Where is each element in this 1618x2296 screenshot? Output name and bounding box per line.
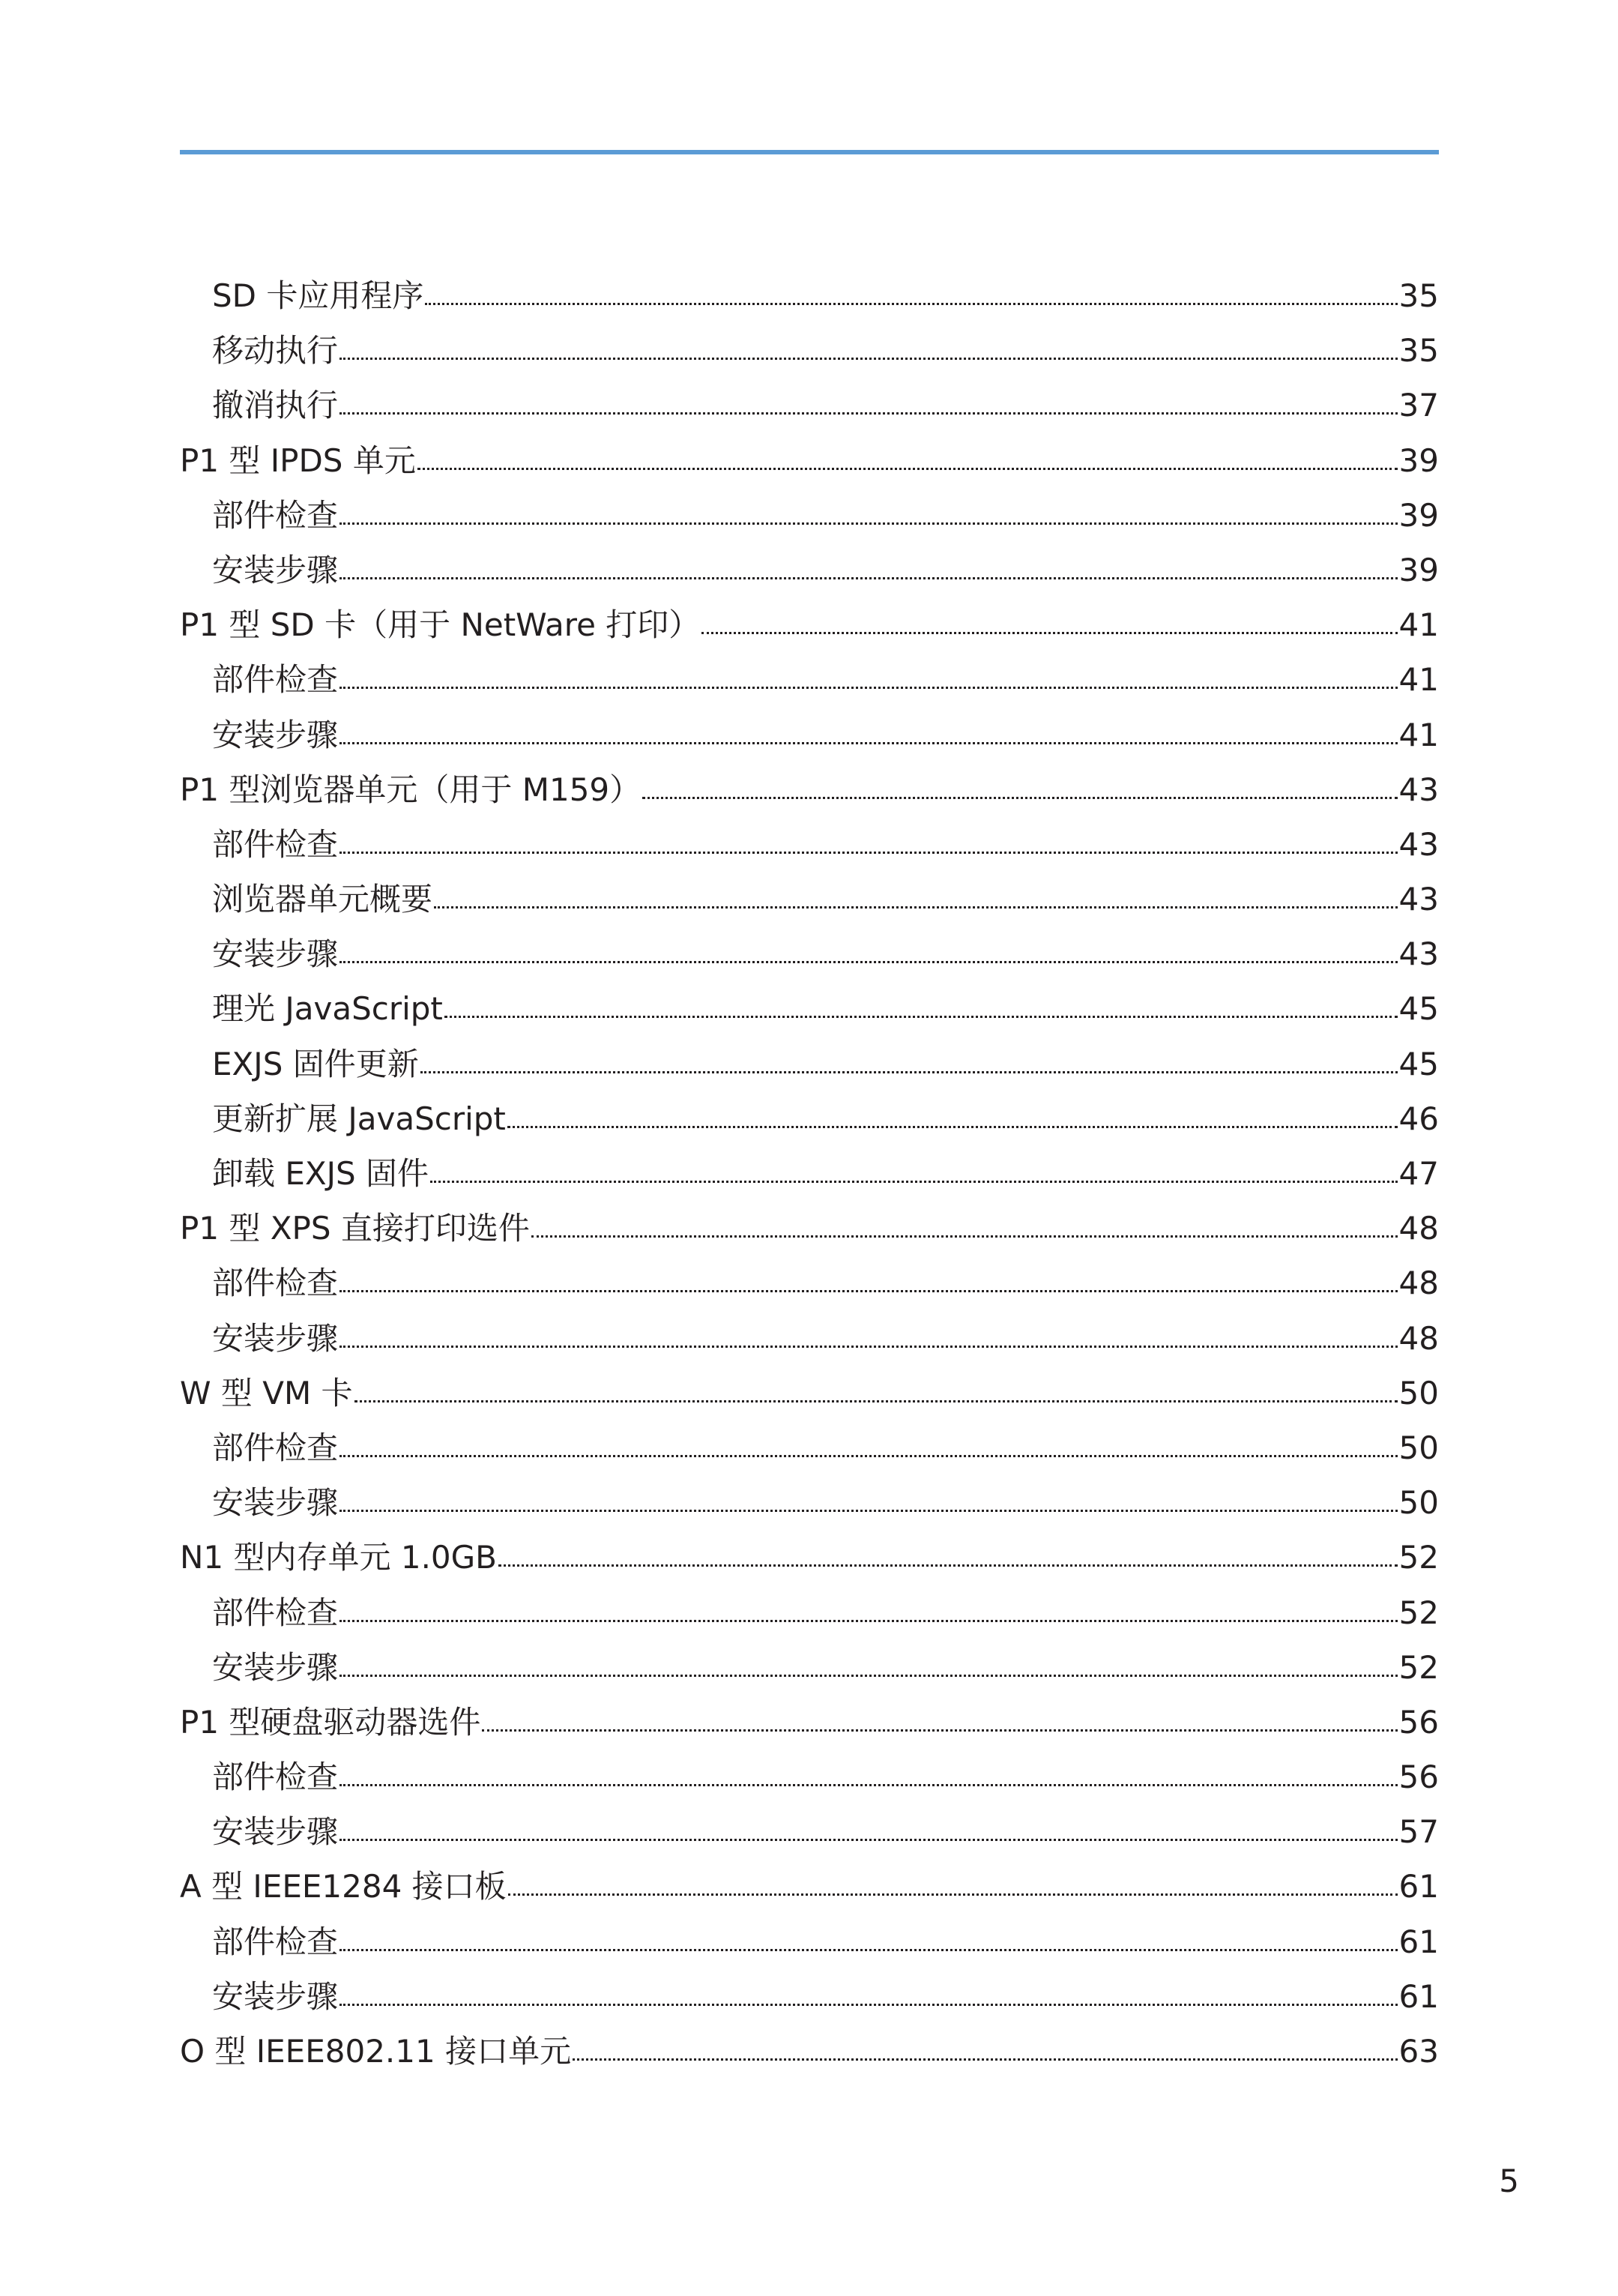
toc-entry[interactable] xyxy=(180,488,1439,543)
toc-dot-leader xyxy=(434,906,1398,909)
toc-entry-page: 61 xyxy=(1398,1977,1439,2015)
toc-entry-page: 39 xyxy=(1398,442,1439,479)
toc-entry[interactable] xyxy=(180,323,1439,378)
toc-entry-page: 43 xyxy=(1398,771,1439,808)
toc-entry-title: 部件检查 xyxy=(212,1265,339,1302)
toc-entry-page: 61 xyxy=(1398,1923,1439,1960)
toc-entry[interactable] xyxy=(180,762,1439,817)
toc-dot-leader xyxy=(339,961,1398,963)
toc-entry-page: 50 xyxy=(1398,1429,1439,1466)
toc-entry-title: 安装步骤 xyxy=(212,1648,339,1686)
toc-dot-leader xyxy=(339,1839,1398,1841)
toc-entry[interactable] xyxy=(180,1475,1439,1530)
toc-entry[interactable] xyxy=(180,652,1439,707)
toc-dot-leader xyxy=(339,1455,1398,1457)
toc-entry-title: 安装步骤 xyxy=(212,935,339,973)
toc-entry[interactable] xyxy=(180,268,1439,323)
toc-entry-page: 39 xyxy=(1398,496,1439,534)
toc-entry-page: 41 xyxy=(1398,661,1439,699)
toc-entry-title: 更新扩展 JavaScript xyxy=(212,1100,506,1137)
toc-entry-page: 47 xyxy=(1398,1155,1439,1192)
toc-entry-page: 48 xyxy=(1398,1265,1439,1302)
toc-entry-title: 安装步骤 xyxy=(212,1977,339,2015)
toc-dot-leader xyxy=(339,742,1398,744)
toc-entry-title: 浏览器单元概要 xyxy=(212,881,433,918)
toc-entry-page: 48 xyxy=(1398,1210,1439,1247)
toc-dot-leader xyxy=(339,412,1398,415)
toc-entry-title: 部件检查 xyxy=(212,1923,339,1960)
toc-entry-title: N1 型内存单元 1.0GB xyxy=(180,1539,497,1576)
toc-dot-leader xyxy=(642,797,1397,799)
toc-dot-leader xyxy=(531,1235,1398,1238)
toc-entry-title: 安装步骤 xyxy=(212,551,339,588)
toc-entry-title: 安装步骤 xyxy=(212,716,339,753)
toc-entry-title: P1 型 IPDS 单元 xyxy=(180,442,416,479)
toc-entry-title: 安装步骤 xyxy=(212,1319,339,1357)
toc-dot-leader xyxy=(425,303,1397,305)
toc-entry-page: 48 xyxy=(1398,1319,1439,1357)
toc-entry-title: 部件检查 xyxy=(212,1594,339,1631)
toc-dot-leader xyxy=(339,1346,1398,1348)
toc-dot-leader xyxy=(339,2004,1398,2006)
toc-dot-leader xyxy=(339,1620,1398,1622)
toc-entry-title: 卸载 EXJS 固件 xyxy=(212,1155,429,1192)
toc-entry-page: 63 xyxy=(1398,2033,1439,2070)
toc-entry-page: 52 xyxy=(1398,1594,1439,1631)
toc-dot-leader xyxy=(339,1510,1398,1512)
toc-entry[interactable] xyxy=(180,1695,1439,1750)
toc-entry-page: 41 xyxy=(1398,716,1439,753)
toc-entry[interactable] xyxy=(180,1037,1439,1091)
toc-dot-leader xyxy=(420,1071,1398,1073)
toc-entry-page: 46 xyxy=(1398,1100,1439,1137)
toc-entry-page: 61 xyxy=(1398,1868,1439,1905)
toc-entry-title: W 型 VM 卡 xyxy=(180,1374,353,1411)
toc-entry-title: P1 型浏览器单元（用于 M159） xyxy=(180,771,642,808)
toc-entry-title: EXJS 固件更新 xyxy=(212,1045,419,1082)
toc-entry-title: 部件检查 xyxy=(212,661,339,699)
toc-dot-leader xyxy=(498,1564,1398,1567)
toc-entry-title: 理光 JavaScript xyxy=(212,990,443,1028)
toc-entry-title: 部件检查 xyxy=(212,825,339,863)
toc-entry-page: 52 xyxy=(1398,1539,1439,1576)
toc-entry-page: 56 xyxy=(1398,1703,1439,1741)
toc-entry-page: 43 xyxy=(1398,825,1439,863)
toc-entry-page: 50 xyxy=(1398,1374,1439,1411)
toc-dot-leader xyxy=(339,577,1398,579)
toc-entry[interactable] xyxy=(180,1914,1439,1969)
toc-entry[interactable] xyxy=(180,1311,1439,1366)
toc-entry-page: 43 xyxy=(1398,935,1439,973)
toc-entry-title: P1 型 XPS 直接打印选件 xyxy=(180,1210,530,1247)
toc-dot-leader xyxy=(339,1675,1398,1677)
toc-entry[interactable] xyxy=(180,1146,1439,1201)
toc-entry-title: P1 型硬盘驱动器选件 xyxy=(180,1703,481,1741)
toc-entry-page: 50 xyxy=(1398,1484,1439,1522)
toc-entry[interactable] xyxy=(180,378,1439,433)
toc-entry-page: 56 xyxy=(1398,1759,1439,1796)
toc-entry-page: 43 xyxy=(1398,881,1439,918)
toc-entry-title: 移动执行 xyxy=(212,332,339,370)
toc-entry[interactable] xyxy=(180,1420,1439,1475)
toc-entry[interactable] xyxy=(180,1091,1439,1146)
toc-entry-title: O 型 IEEE802.11 接口单元 xyxy=(180,2033,572,2070)
toc-entry-title: P1 型 SD 卡（用于 NetWare 打印） xyxy=(180,606,701,644)
toc-entry-page: 39 xyxy=(1398,551,1439,588)
toc-entry-page: 35 xyxy=(1398,277,1439,314)
toc-entry[interactable] xyxy=(180,2024,1439,2079)
toc-dot-leader xyxy=(354,1400,1398,1402)
toc-entry[interactable] xyxy=(180,1256,1439,1310)
toc-entry[interactable] xyxy=(180,708,1439,762)
toc-entry[interactable] xyxy=(180,1366,1439,1420)
toc-entry-title: 撤消执行 xyxy=(212,387,339,424)
page-number: 5 xyxy=(1499,2163,1519,2199)
toc-entry-title: A 型 IEEE1284 接口板 xyxy=(180,1868,507,1905)
toc-entry[interactable] xyxy=(180,1530,1439,1585)
toc-entry-title: 安装步骤 xyxy=(212,1813,339,1851)
toc-dot-leader xyxy=(444,1016,1398,1018)
table-of-contents xyxy=(180,268,1439,2079)
toc-entry-page: 41 xyxy=(1398,606,1439,644)
toc-entry[interactable] xyxy=(180,1640,1439,1695)
toc-entry[interactable] xyxy=(180,1804,1439,1859)
toc-dot-leader xyxy=(339,687,1398,689)
toc-entry[interactable] xyxy=(180,543,1439,597)
toc-dot-leader xyxy=(482,1729,1397,1732)
toc-dot-leader xyxy=(573,2058,1397,2061)
toc-dot-leader xyxy=(508,1893,1398,1896)
toc-dot-leader xyxy=(339,1949,1398,1951)
toc-dot-leader xyxy=(339,852,1398,854)
toc-dot-leader xyxy=(701,632,1397,634)
toc-dot-leader xyxy=(339,1784,1398,1786)
toc-entry[interactable] xyxy=(180,433,1439,488)
toc-entry-title: 部件检查 xyxy=(212,496,339,534)
toc-entry-page: 57 xyxy=(1398,1813,1439,1851)
toc-entry-page: 37 xyxy=(1398,387,1439,424)
toc-entry-page: 35 xyxy=(1398,332,1439,370)
toc-entry[interactable] xyxy=(180,1750,1439,1804)
toc-entry[interactable] xyxy=(180,1859,1439,1914)
toc-entry[interactable] xyxy=(180,817,1439,872)
toc-entry[interactable] xyxy=(180,597,1439,652)
toc-entry-page: 52 xyxy=(1398,1648,1439,1686)
toc-dot-leader xyxy=(339,522,1398,525)
toc-dot-leader xyxy=(507,1126,1398,1128)
toc-dot-leader xyxy=(430,1181,1397,1183)
toc-entry-title: 部件检查 xyxy=(212,1759,339,1796)
toc-entry-page: 45 xyxy=(1398,990,1439,1028)
toc-entry-title: 部件检查 xyxy=(212,1429,339,1466)
toc-entry-title: SD 卡应用程序 xyxy=(212,277,424,314)
toc-entry[interactable] xyxy=(180,1969,1439,2024)
toc-entry[interactable] xyxy=(180,1201,1439,1256)
toc-entry[interactable] xyxy=(180,1585,1439,1640)
toc-entry[interactable] xyxy=(180,872,1439,926)
toc-entry[interactable] xyxy=(180,926,1439,981)
toc-dot-leader xyxy=(339,358,1398,360)
toc-entry[interactable] xyxy=(180,981,1439,1036)
toc-dot-leader xyxy=(339,1290,1398,1292)
toc-entry-page: 45 xyxy=(1398,1045,1439,1082)
toc-entry-title: 安装步骤 xyxy=(212,1484,339,1522)
header-rule xyxy=(180,150,1439,154)
toc-dot-leader xyxy=(417,468,1398,470)
